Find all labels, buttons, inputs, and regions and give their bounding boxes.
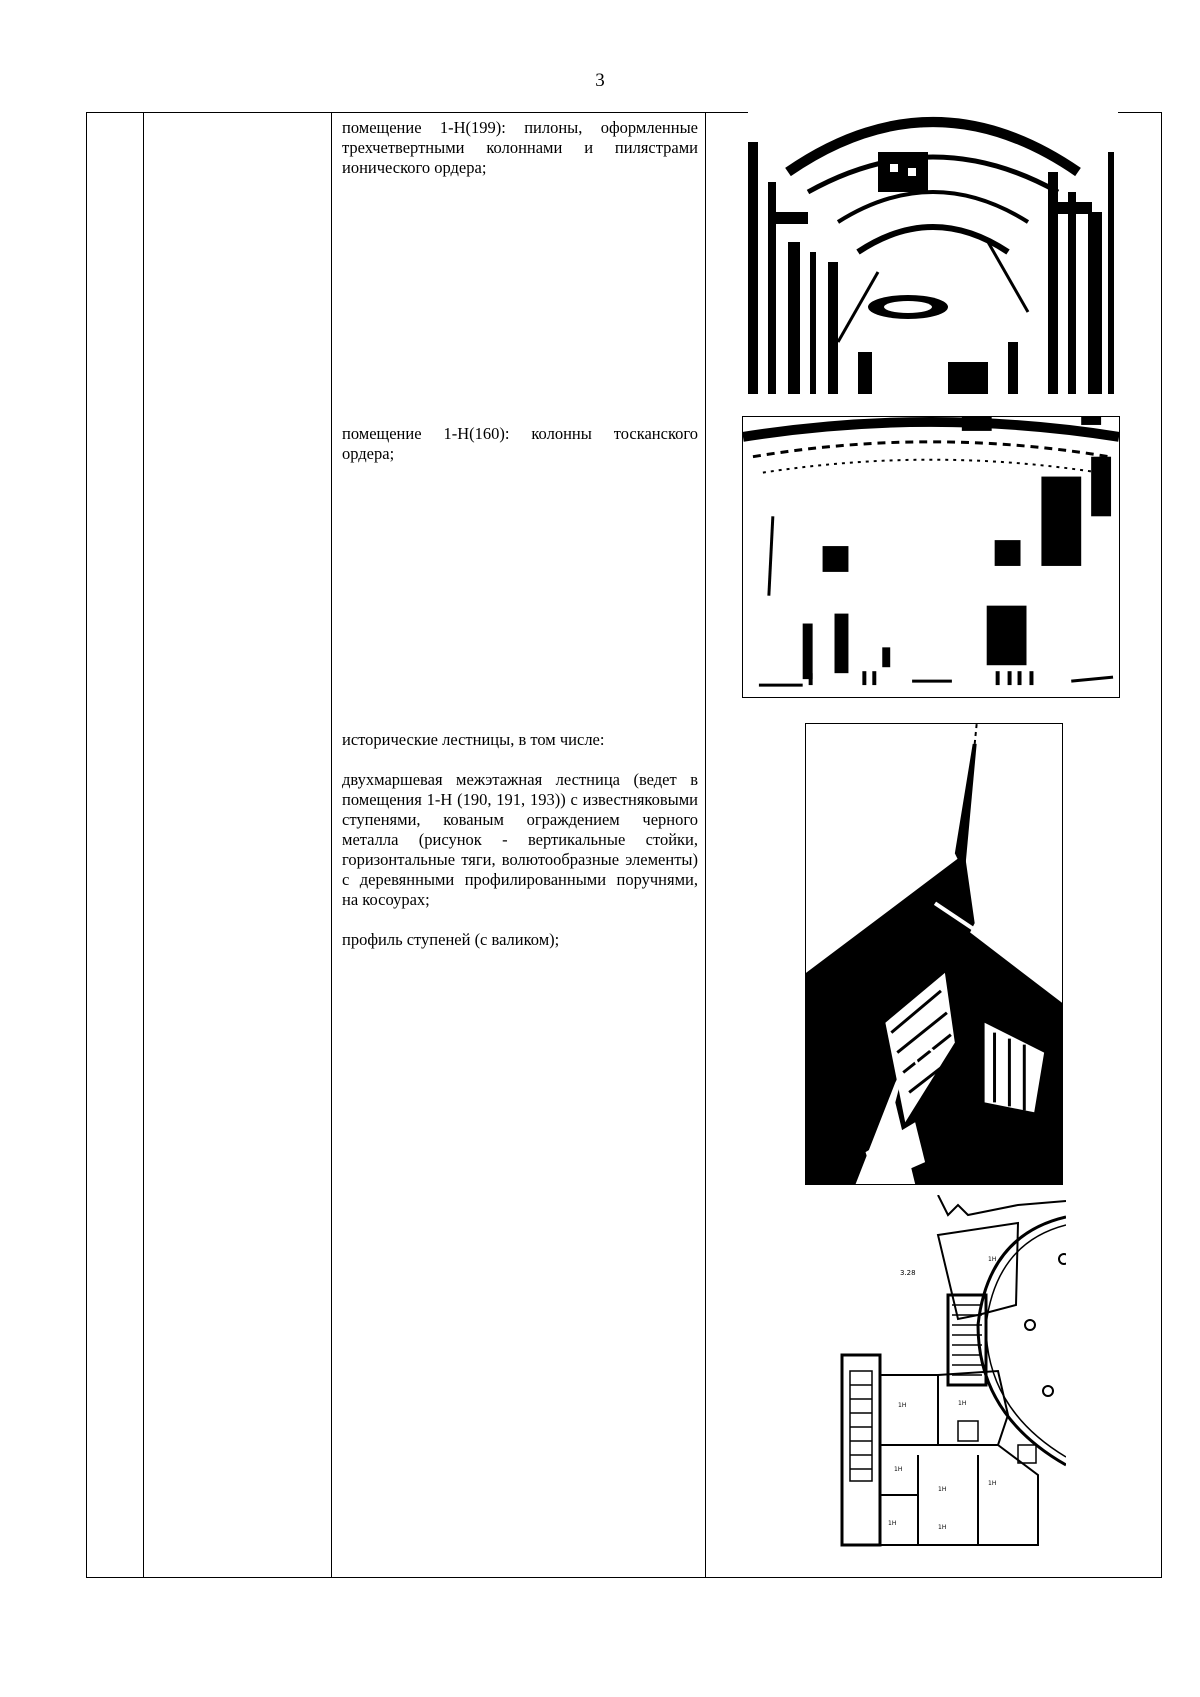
row-160-description <box>342 424 698 464</box>
photo-hall-199 <box>748 112 1118 394</box>
photo-hall-160 <box>742 416 1120 698</box>
plan-label: 1H <box>888 1520 897 1527</box>
column-divider-2 <box>331 113 332 1577</box>
plan-label: 1H <box>938 1524 947 1531</box>
row-160-text: помещение 1-Н(160): колонны тосканского ордера; <box>342 424 698 463</box>
plan-label: 1H <box>938 1486 947 1493</box>
row-199-description <box>342 118 698 178</box>
column-divider-1 <box>143 113 144 1577</box>
plan-label: 1H <box>894 1466 903 1473</box>
row-199-text: помещение 1-Н(199): пилоны, оформленные трехчетвертными колоннами и пилястрами ионического ордера; <box>342 118 698 177</box>
plan-label: 1H <box>988 1256 997 1263</box>
staircase-description <box>342 730 698 950</box>
page-number: 3 <box>595 70 605 91</box>
photo-staircase <box>805 723 1063 1185</box>
plan-label: 1H <box>988 1480 997 1487</box>
plan-label-level: 3.28 <box>900 1269 916 1277</box>
plan-label: 1H <box>898 1402 907 1409</box>
floor-plan <box>838 1195 1066 1553</box>
plan-label: 1H <box>958 1400 967 1407</box>
staircase-details: двухмаршевая межэтажная лестница (ведет в помещения 1-Н (190, 191, 193)) с известняковыми ступенями, кованым ограждением черного металла (рисунок - вертикальные стойки, горизонтальные тяги, волютообразные элементы) с деревянными профилированными поручнями, на косоурах; <box>342 770 698 909</box>
step-profile-text: профиль ступеней (с валиком); <box>342 930 560 949</box>
staircase-heading: исторические лестницы, в том числе: <box>342 730 605 749</box>
column-divider-3 <box>705 113 706 1577</box>
